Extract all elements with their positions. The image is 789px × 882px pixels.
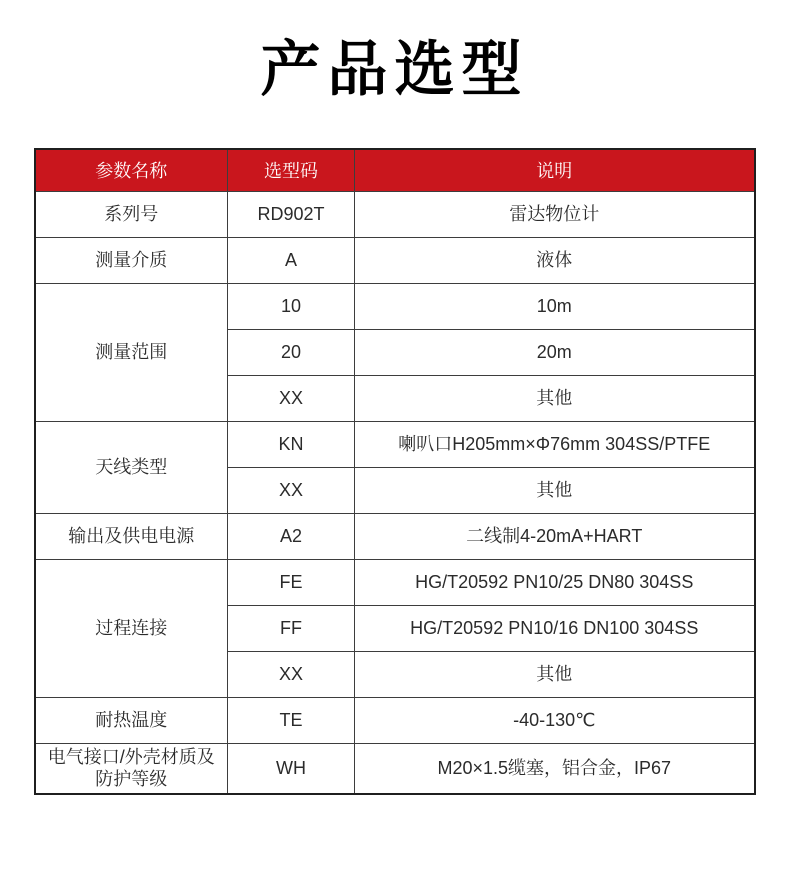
- param-cell: 天线类型: [35, 421, 228, 513]
- header-parameter-name: 参数名称: [35, 149, 228, 191]
- table-row: [35, 743, 755, 794]
- code-cell: XX: [228, 375, 355, 421]
- code-cell: A2: [228, 513, 355, 559]
- code-cell: WH: [228, 743, 355, 794]
- desc-cell: 二线制4-20mA+HART: [355, 513, 755, 559]
- header-row: [35, 149, 755, 191]
- desc-cell: 液体: [355, 237, 755, 283]
- param-cell: 测量范围: [35, 283, 228, 421]
- code-cell: 10: [228, 283, 355, 329]
- desc-cell: 其他: [355, 375, 755, 421]
- desc-cell: -40-130℃: [355, 697, 755, 743]
- desc-cell: M20×1.5缆塞，铝合金，IP67: [355, 743, 755, 794]
- table-row: [35, 559, 755, 605]
- param-cell: 过程连接: [35, 559, 228, 697]
- table-row: [35, 697, 755, 743]
- code-cell: FF: [228, 605, 355, 651]
- desc-cell: HG/T20592 PN10/16 DN100 304SS: [355, 605, 755, 651]
- desc-cell: 其他: [355, 651, 755, 697]
- desc-cell: 10m: [355, 283, 755, 329]
- table-row: [35, 191, 755, 237]
- header-description: 说明: [355, 149, 755, 191]
- table-row: [35, 513, 755, 559]
- param-cell: 系列号: [35, 191, 228, 237]
- table-row: [35, 283, 755, 329]
- table-header: [35, 149, 755, 191]
- code-cell: KN: [228, 421, 355, 467]
- code-cell: A: [228, 237, 355, 283]
- table-row: [35, 421, 755, 467]
- desc-cell: 其他: [355, 467, 755, 513]
- param-cell: 电气接口/外壳材质及防护等级: [35, 743, 228, 794]
- desc-cell: 雷达物位计: [355, 191, 755, 237]
- table-row: [35, 237, 755, 283]
- desc-cell: 喇叭口H205mm×Φ76mm 304SS/PTFE: [355, 421, 755, 467]
- param-cell: 测量介质: [35, 237, 228, 283]
- param-cell: 输出及供电电源: [35, 513, 228, 559]
- desc-cell: HG/T20592 PN10/25 DN80 304SS: [355, 559, 755, 605]
- page-title: 产品选型: [260, 36, 529, 103]
- desc-cell: 20m: [355, 329, 755, 375]
- param-cell: 耐热温度: [35, 697, 228, 743]
- code-cell: RD902T: [228, 191, 355, 237]
- product-selection-table: [34, 148, 756, 795]
- code-cell: 20: [228, 329, 355, 375]
- code-cell: FE: [228, 559, 355, 605]
- code-cell: XX: [228, 467, 355, 513]
- code-cell: TE: [228, 697, 355, 743]
- table-body: [35, 191, 755, 794]
- header-selection-code: 选型码: [228, 149, 355, 191]
- code-cell: XX: [228, 651, 355, 697]
